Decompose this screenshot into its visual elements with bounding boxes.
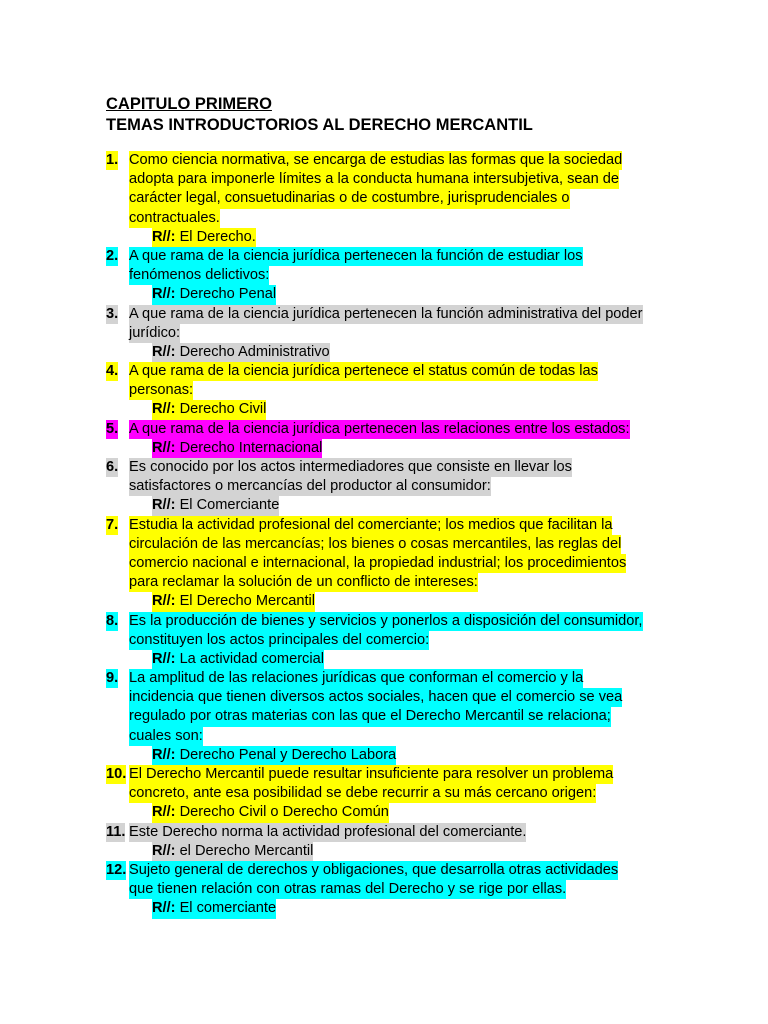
answer [152, 899, 276, 918]
question-line [0, 784, 768, 803]
question-text: comercio nacional e internacional, la propiedad industrial; los procedimientos [129, 554, 626, 573]
question-line [0, 554, 768, 573]
answer-line [0, 285, 768, 304]
question-text: La amplitud de las relaciones jurídicas que conforman el comercio y la [129, 669, 583, 688]
question-number: 4. [106, 362, 118, 381]
question-line [0, 458, 768, 477]
question-line [0, 247, 768, 266]
question-text: que tienen relación con otras ramas del Derecho y se rige por ellas. [129, 880, 566, 899]
answer-line [0, 592, 768, 611]
question-number: 1. [106, 151, 118, 170]
question-number: 8. [106, 612, 118, 631]
question-text: para reclamar la solución de un conflicto de intereses: [129, 573, 478, 592]
question-text: A que rama de la ciencia jurídica pertenece el status común de todas las [129, 362, 598, 381]
question-text: Estudia la actividad profesional del comerciante; los medios que facilitan la [129, 516, 612, 535]
question-text: El Derecho Mercantil puede resultar insuficiente para resolver un problema [129, 765, 613, 784]
answer-text: El comerciante [175, 900, 277, 917]
question-line [0, 861, 768, 880]
question-line [0, 170, 768, 189]
question-line [0, 362, 768, 381]
question-text: constituyen los actos principales del comercio: [129, 631, 429, 650]
question-text: Es la producción de bienes y servicios y ponerlos a disposición del consumidor, [129, 612, 643, 631]
question-line [0, 631, 768, 650]
answer [152, 592, 315, 611]
question-line [0, 535, 768, 554]
answer-line [0, 803, 768, 822]
answer [152, 285, 276, 304]
question-line [0, 324, 768, 343]
question-line [0, 880, 768, 899]
answer-line [0, 650, 768, 669]
answer-prefix: R//: [152, 650, 176, 667]
question-line [0, 420, 768, 439]
question-text: jurídico: [129, 324, 180, 343]
question-text: A que rama de la ciencia jurídica pertenecen la función de estudiar los [129, 247, 583, 266]
answer-line [0, 400, 768, 419]
question-number: 3. [106, 305, 118, 324]
question-number: 7. [106, 516, 118, 535]
answer [152, 439, 322, 458]
answer [152, 343, 330, 362]
answer-line [0, 228, 768, 247]
question-line [0, 573, 768, 592]
answer-text: El Derecho. [175, 228, 256, 245]
answer-line [0, 746, 768, 765]
question-list [0, 151, 768, 919]
question-line [0, 477, 768, 496]
answer-text: Derecho Civil o Derecho Común [175, 804, 389, 821]
answer-prefix: R//: [152, 746, 176, 763]
answer [152, 228, 256, 247]
question-line [0, 516, 768, 535]
answer-text: Derecho Penal y Derecho Labora [175, 746, 397, 763]
question-line [0, 688, 768, 707]
question-text: Sujeto general de derechos y obligaciones, que desarrolla otras actividades [129, 861, 618, 880]
question-line [0, 707, 768, 726]
answer-prefix: R//: [152, 900, 176, 917]
question-number: 6. [106, 458, 118, 477]
answer [152, 746, 396, 765]
answer-text: El Comerciante [175, 497, 280, 514]
answer [152, 803, 389, 822]
answer [152, 496, 279, 515]
question-line [0, 823, 768, 842]
question-line [0, 209, 768, 228]
question-text: adopta para imponerle límites a la conducta humana intersubjetiva, sean de [129, 170, 619, 189]
answer-prefix: R//: [152, 593, 176, 610]
question-text: satisfactores o mercancías del productor al consumidor: [129, 477, 491, 496]
question-text: incidencia que tienen diversos actos sociales, hacen que el comercio se vea [129, 688, 622, 707]
section-subtitle: TEMAS INTRODUCTORIOS AL DERECHO MERCANTIL [106, 116, 533, 134]
answer [152, 650, 324, 669]
question-line [0, 381, 768, 400]
answer-prefix: R//: [152, 497, 176, 514]
question-text: carácter legal, consuetudinarias o de costumbre, jurisprudenciales o [129, 189, 570, 208]
question-text: circulación de las mercancías; los bienes o cosas mercantiles, las reglas del [129, 535, 621, 554]
answer-text: La actividad comercial [175, 650, 324, 667]
question-line [0, 765, 768, 784]
question-number: 12. [106, 861, 126, 880]
answer-text: Derecho Administrativo [175, 343, 330, 360]
answer-text: Derecho Penal [175, 286, 277, 303]
answer-text: Derecho Internacional [175, 439, 323, 456]
answer-prefix: R//: [152, 228, 176, 245]
question-number: 9. [106, 669, 118, 688]
answer-prefix: R//: [152, 804, 176, 821]
answer-text: Derecho Civil [175, 401, 267, 418]
question-line [0, 612, 768, 631]
question-text: A que rama de la ciencia jurídica pertenecen las relaciones entre los estados: [129, 420, 630, 439]
chapter-title [106, 94, 272, 114]
answer [152, 400, 266, 419]
answer-prefix: R//: [152, 286, 176, 303]
question-text: personas: [129, 381, 193, 400]
question-line [0, 189, 768, 208]
question-line [0, 669, 768, 688]
answer-line [0, 899, 768, 918]
question-number: 2. [106, 247, 118, 266]
answer-line [0, 842, 768, 861]
question-text: A que rama de la ciencia jurídica pertenecen la función administrativa del poder [129, 305, 643, 324]
question-text: Es conocido por los actos intermediadores que consiste en llevar los [129, 458, 572, 477]
answer-line [0, 496, 768, 515]
question-line [0, 151, 768, 170]
question-text: contractuales. [129, 209, 220, 228]
question-text: concreto, ante esa posibilidad se debe recurrir a su más cercano origen: [129, 784, 596, 803]
question-text: cuales son: [129, 727, 203, 746]
question-number: 5. [106, 420, 118, 439]
question-line [0, 266, 768, 285]
answer-line [0, 439, 768, 458]
answer-prefix: R//: [152, 439, 176, 456]
question-text: fenómenos delictivos: [129, 266, 269, 285]
answer [152, 842, 313, 861]
answer-text: El Derecho Mercantil [175, 593, 316, 610]
answer-prefix: R//: [152, 401, 176, 418]
question-number: 11. [106, 823, 125, 842]
question-text: Este Derecho norma la actividad profesional del comerciante. [129, 823, 526, 842]
answer-prefix: R//: [152, 343, 176, 360]
answer-prefix: R//: [152, 842, 176, 859]
answer-line [0, 343, 768, 362]
question-line [0, 727, 768, 746]
question-text: regulado por otras materias con las que el Derecho Mercantil se relaciona; [129, 707, 611, 726]
question-number: 10. [106, 765, 126, 784]
chapter-title-text: CAPITULO PRIMERO [106, 95, 272, 113]
question-line [0, 305, 768, 324]
question-text: Como ciencia normativa, se encarga de estudias las formas que la sociedad [129, 151, 622, 170]
answer-text: el Derecho Mercantil [175, 842, 314, 859]
